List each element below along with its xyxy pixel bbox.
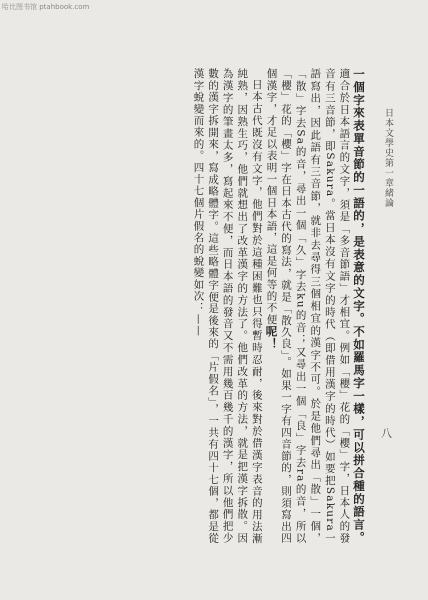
book-title: 日本文學史 bbox=[383, 108, 393, 158]
text-segment: 呢！ bbox=[264, 325, 279, 351]
watermark: 哈比图书馆 ptahbook.com bbox=[2, 3, 90, 11]
text-segment: 一個字來表單音節的一語的，是表意的文字。不如羅馬字一樣，可以拼合種的語言。 bbox=[352, 68, 366, 544]
text-segment: 適合於日本語言的文字，須是「多音節語」才相宜。例如「櫻」花的「櫻」字，日本人的發音有三音節，即Sakura。當日本沒有文字的時代（即借用漢字的時代）如要把Sakura一語寫出，因此語有三音節，就非去尋得三個相宜的漢字不可。於是他們尋出「散」一個，「散」字去Sa的音，尋出一個「久」字去ku的音；又尋出一個「良」字去ra的音，所以「櫻」花的「櫻」字在日本古代的寫法，就是「散久良」。如果一字有四音節的，則須寫出四個漢字，才足以表明一個日本語，這是何等的不便 bbox=[265, 68, 351, 544]
running-header bbox=[382, 108, 395, 208]
ellipsis-rule: —— bbox=[192, 313, 205, 338]
body-text bbox=[44, 68, 366, 544]
section-label: 緒論 bbox=[383, 188, 393, 208]
page-number: 八 bbox=[381, 427, 392, 440]
text-segment: 日本古代既沒有文字，他們對於這種困難也只得暫時忍耐，後來對於借漢字表音的用法漸純熟，因熟生巧，他們就想出了改革漢字的方法了。他們改革的方法，就是把漢字拆散。因為漢字的筆畫太多，寫起來不便，而日本語的發音又不需用幾百幾千的漢字，所以他們把少數的漢字拆開來，寫成略體字。這些略體字便是後來的「片假名」，一共有四十七個，都是從漢字蛻變而來的。四十七個片假名的蛻變如次： bbox=[192, 68, 263, 544]
paragraph bbox=[191, 68, 264, 544]
chapter-label: 第一章 bbox=[383, 158, 393, 188]
paragraph bbox=[264, 68, 366, 544]
